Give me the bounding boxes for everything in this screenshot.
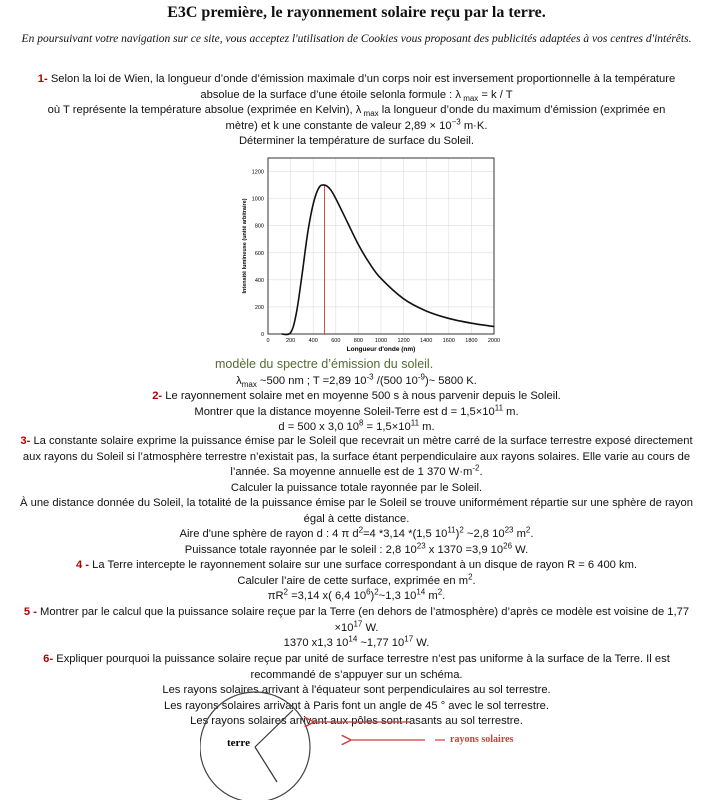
sun-rays-diagram	[200, 690, 530, 800]
earth-label: terre	[227, 737, 250, 749]
question-6-answer-poles: Les rayons solaires arrivant aux pôles sont rasants au sol terrestre.	[190, 715, 523, 727]
question-3-answer-power: Puissance totale rayonnée par le soleil : 2,8 $10^{23}$ x 1370 =3,9 $10^{26}$ W.	[184, 540, 529, 556]
rays-label: rayons solaires	[450, 734, 514, 745]
x-tick-label: 1000	[374, 338, 388, 344]
x-axis-ticks	[266, 338, 500, 344]
x-tick-label: 800	[353, 338, 363, 344]
question-5-statement: 5 - Montrer par le calcul que la puissance solaire reçue par la Terre (en dehors de l’atmosphère) d’après ce modèle est voisine de 1,77 $\times 10^{17}$ W. 1370 x1,3 $10^{14}$ ~1,77 $10^{17}$ W.	[0, 605, 713, 652]
question-3-number: 3-	[20, 435, 31, 447]
x-tick-label: 600	[331, 338, 341, 344]
question-5-number: 5 -	[23, 606, 37, 618]
question-4-answer: $\pi R^2 =3,14$ x( 6,4 $10^6)^2\sim 1,3$ $10^{14}$ $m^2$.	[267, 587, 446, 602]
question-1-number: 1-	[37, 73, 48, 85]
y-axis-label: Intensité lumineuse (unité arbitraire)	[242, 198, 248, 294]
y-tick-label: 400	[254, 277, 264, 284]
y-tick-label: 200	[254, 304, 264, 311]
question-2-number: 2-	[152, 390, 163, 402]
x-tick-label: 1800	[465, 338, 478, 344]
y-axis-ticks	[252, 170, 264, 338]
x-tick-label: 200	[286, 338, 296, 344]
question-6-answer-paris: Les rayons solaires arrivant à Paris font un angle de 45 ° avec le sol terrestre.	[163, 699, 550, 712]
x-tick-label: 0	[266, 338, 270, 344]
y-tick-label: 1000	[251, 196, 264, 203]
question-4-number: 4 -	[75, 559, 90, 571]
earth-radius-line	[255, 710, 293, 747]
chart-grid	[268, 158, 494, 334]
question-1-task: Déterminer la température de surface du Soleil.	[238, 135, 475, 147]
question-5-answer: 1370 x1,3 $10^{14}$ ~1,77 $10^{17}$ W.	[283, 634, 430, 649]
earth-radius-line-2	[255, 747, 277, 782]
question-6-statement: 6- Expliquer pourquoi la puissance solaire reçue par unité de surface terrestre n’est pas uniforme à la surface de la Terre. Il est recommandé de s’appuyer sur un schéma. Les rayons solaires arrivant à l'équateur sont perpendiculaires au sol terrestre. Les rayons solaires arrivant à Paris font un angle de 45 ° avec le sol terrestre. Les rayons solaires arrivant aux pôles sont rasants au sol terrestre.	[0, 652, 713, 730]
question-2-statement: 2- Le rayonnement solaire met en moyenne 500 s à nous parvenir depuis le Soleil. Montrer que la distance moyenne Soleil-Terre est $d = 1,5\times 10^{11}$ m. d = 500 x 3,0 $10^8 = 1,5\times 10^{11}$ m.	[0, 389, 713, 436]
question-2-answer: d = 500 x 3,0 $10^8 = 1,5\times 10^{11}$ m.	[278, 418, 435, 433]
x-tick-label: 2000	[487, 338, 501, 344]
question-3-answer-area: Aire d'une sphère de rayon d : 4 π $d^2=4$ *3,14 *(1,5 $10^{11})^2$ ~2,8 $10^{23}$ $m^2$.	[179, 525, 534, 540]
question-3-statement: 3- La constante solaire exprime la puissance émise par le Soleil que recevrait un mètre carré de la surface terrestre exposé directement aux rayons du Soleil si l’atmosphère terrestre n’existait pas, la surface étant perpendiculaire aux rayons solaires. Elle varie au cours de l’année. Sa moyenne annuelle est de 1 370 $W\cdot m^{-2}$. Calculer la puissance totale rayonnée par le Soleil. À une distance donnée du Soleil, la totalité de la puissance émise par le Soleil se trouve uniformément répartie sur une sphère de rayon égal à cette distance. Aire d'une sphère de rayon d : 4 π $d^2=4$ *3,14 *(1,5 $10^{11})^2$ ~2,8 $10^{23}$ $m^2$. Puissance totale rayonnée par le soleil : 2,8 $10^{23}$ x 1370 =3,9 $10^{26}$ W.	[0, 434, 713, 558]
x-axis-label: Longueur d'onde (nm)	[346, 346, 416, 353]
y-tick-label: 0	[260, 332, 264, 338]
question-4-statement: 4 - La Terre intercepte le rayonnement solaire sur une surface correspondant à un disque de rayon R = 6 400 km. Calculer l’aire de cette surface, exprimée en $m^2$. $\pi R^2 =3,14$ x( 6,4 $10^6)^2\sim 1,3$ $10^{14}$ $m^2$.	[0, 558, 713, 605]
question-6-number: 6-	[43, 653, 54, 665]
y-tick-label: 600	[254, 250, 264, 257]
x-tick-label: 1200	[397, 338, 410, 344]
question-1-answer: $\lambda_{max}$ ~500 nm ; T =2,89 $10^{-3}$ /(500 $10^{-9})\sim$ 5800 K.	[236, 372, 477, 390]
x-tick-label: 400	[308, 338, 318, 344]
question-1-statement: 1- Selon la loi de Wien, la longueur d’onde d’émission maximale d’un corps noir est inversement proportionnelle à la température absolue de la surface d’une étoile selonla formule : λ $_{max}$ = k / T où T représente la température absolue (exprimée en Kelvin), λ $_{max}$ la longueur d’onde du maximum d’émission (exprimée en mètre) et k une constante de valeur $2,89 \times 10^{-3}$ m·K. Déterminer la température de surface du Soleil.	[0, 72, 713, 150]
page-title: E3C première, le rayonnement solaire reçu par la terre.	[167, 4, 546, 21]
y-tick-label: 800	[254, 223, 264, 230]
x-tick-label: 1400	[420, 338, 433, 344]
question-6-answer-equator: Les rayons solaires arrivant à l'équateur sont perpendiculaires au sol terrestre.	[162, 684, 551, 696]
earth-circle	[200, 692, 310, 800]
cookie-notice[interactable]: En poursuivant votre navigation sur ce site, vous acceptez l'utilisation de Cookies vous proposant des publicités adaptées à vos centres d'intérêts.	[21, 33, 692, 45]
y-tick-label: 1200	[251, 169, 264, 176]
emission-spectrum-chart	[228, 150, 508, 360]
x-tick-label: 1600	[442, 338, 455, 344]
chart-caption: modèle du spectre d’émission du soleil.	[215, 357, 434, 371]
